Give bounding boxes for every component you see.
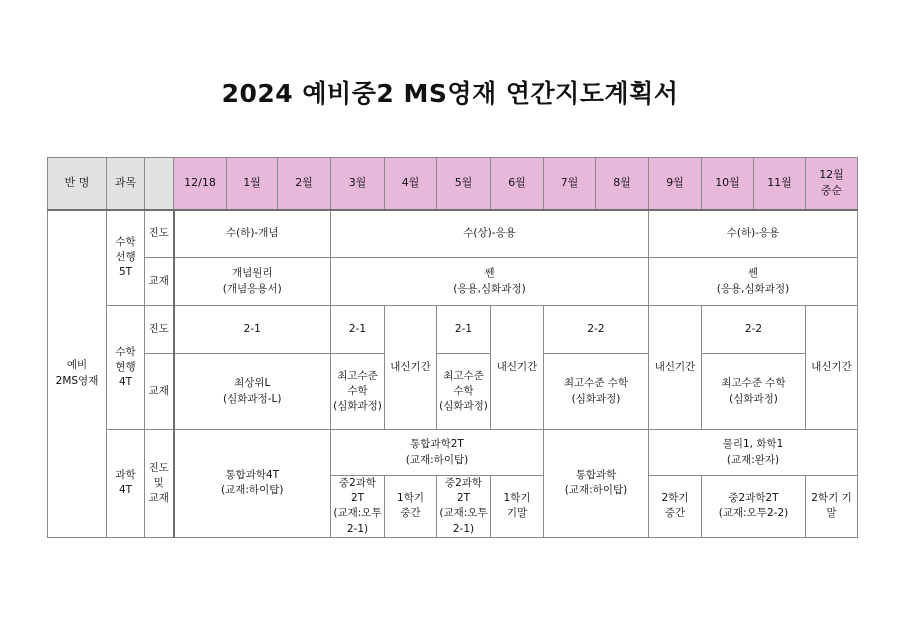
progress-label: 진도 bbox=[145, 210, 174, 258]
progress-cell: 2-2 bbox=[544, 306, 649, 354]
month-header: 1월 bbox=[227, 158, 278, 210]
month-header-last: 12월 중순 bbox=[806, 158, 858, 210]
exam-period-cell: 내신기간 bbox=[385, 306, 437, 430]
book-cell: 쎈 (응용,심화과정) bbox=[649, 258, 858, 306]
subject-math-current: 수학 현행 4T bbox=[107, 306, 145, 430]
month-header: 3월 bbox=[331, 158, 385, 210]
science-cell: 중2과학2T (교재:오투 2-1) bbox=[331, 476, 385, 538]
progress-cell: 2-2 bbox=[702, 306, 806, 354]
month-header: 4월 bbox=[385, 158, 437, 210]
progress-book-label: 진도 및 교재 bbox=[145, 430, 174, 538]
progress-cell: 2-1 bbox=[174, 306, 331, 354]
exam-period-cell: 내신기간 bbox=[649, 306, 702, 430]
progress-cell: 수(하)-응용 bbox=[649, 210, 858, 258]
month-header: 9월 bbox=[649, 158, 702, 210]
month-header: 7월 bbox=[544, 158, 596, 210]
progress-label: 진도 bbox=[145, 306, 174, 354]
science-cell: 중2과학2T (교재:오투2-2) bbox=[702, 476, 806, 538]
book-label: 교재 bbox=[145, 354, 174, 430]
exam-cell: 1학기 기말 bbox=[491, 476, 544, 538]
science-cell: 물리1, 화학1 (교재:완자) bbox=[649, 430, 858, 476]
science-cell: 중2과학2T (교재:오투 2-1) bbox=[437, 476, 491, 538]
month-header: 6월 bbox=[491, 158, 544, 210]
progress-cell: 수(하)-개념 bbox=[174, 210, 331, 258]
book-cell: 최고수준 수학 (심화과정) bbox=[702, 354, 806, 430]
progress-cell: 수(상)-응용 bbox=[331, 210, 649, 258]
month-header: 10월 bbox=[702, 158, 754, 210]
progress-cell: 2-1 bbox=[331, 306, 385, 354]
month-header: 8월 bbox=[596, 158, 649, 210]
book-cell: 쎈 (응용,심화과정) bbox=[331, 258, 649, 306]
class-header: 반 명 bbox=[48, 158, 107, 210]
exam-cell: 2학기 기말 bbox=[806, 476, 858, 538]
month-header: 5월 bbox=[437, 158, 491, 210]
book-cell: 최고수준 수학 (심화과정) bbox=[437, 354, 491, 430]
subject-science: 과학 4T bbox=[107, 430, 145, 538]
blank-header bbox=[145, 158, 174, 210]
science-cell: 통합과학 (교재:하이탑) bbox=[544, 430, 649, 538]
exam-period-cell: 내신기간 bbox=[806, 306, 858, 430]
progress-cell: 2-1 bbox=[437, 306, 491, 354]
page-title: 2024 예비중2 MS영재 연간지도계획서 bbox=[221, 79, 679, 108]
science-cell: 통합과학4T (교재:하이탑) bbox=[174, 430, 331, 538]
exam-cell: 2학기 중간 bbox=[649, 476, 702, 538]
book-cell: 최고수준 수학 (심화과정) bbox=[544, 354, 649, 430]
book-label: 교재 bbox=[145, 258, 174, 306]
class-name-cell: 예비 2MS영재 bbox=[48, 210, 107, 538]
annual-plan-table bbox=[47, 157, 858, 538]
month-header: 12/18 bbox=[174, 158, 227, 210]
header-row bbox=[48, 158, 858, 210]
science-cell: 통합과학2T (교재:하이탑) bbox=[331, 430, 544, 476]
exam-period-cell: 내신기간 bbox=[491, 306, 544, 430]
subject-math-advanced: 수학 선행 5T bbox=[107, 210, 145, 306]
subject-header: 과목 bbox=[107, 158, 145, 210]
book-cell: 최고수준 수학 (심화과정) bbox=[331, 354, 385, 430]
exam-cell: 1학기 중간 bbox=[385, 476, 437, 538]
month-header: 2월 bbox=[278, 158, 331, 210]
book-cell: 최상위L (심화과정-L) bbox=[174, 354, 331, 430]
month-header: 11월 bbox=[754, 158, 806, 210]
book-cell: 개념원리 (개념응용서) bbox=[174, 258, 331, 306]
